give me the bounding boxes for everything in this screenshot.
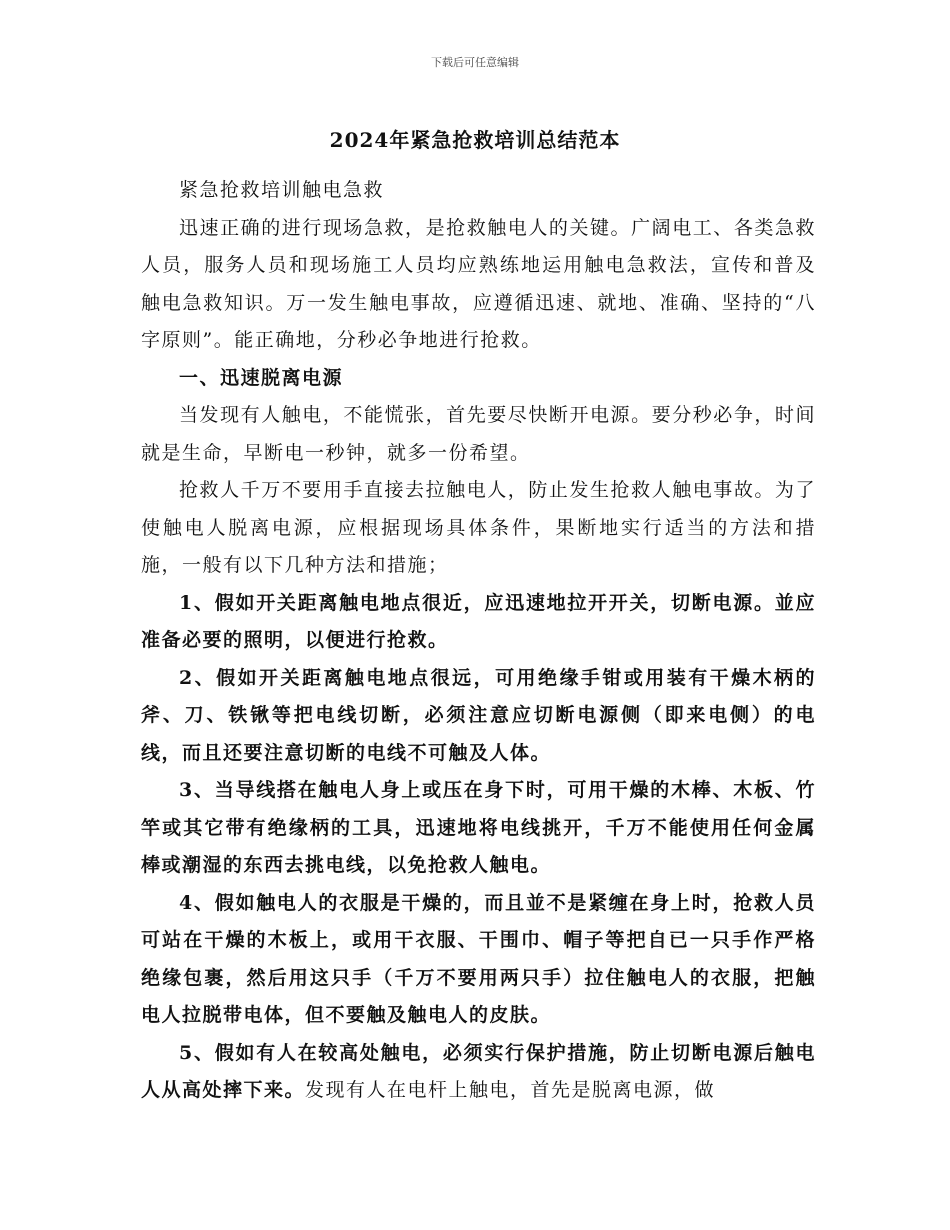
page-header-note: 下载后可任意编辑 (431, 56, 519, 69)
list-item-5-rest: 发现有人在电杆上触电，首先是脱离电源，做 (305, 1079, 716, 1101)
document-title: 2024年紧急抢救培训总结范本 (329, 128, 621, 152)
list-item-4: 4、假如触电人的衣服是干燥的，而且並不是紧缠在身上时，抢救人员可站在干燥的木板上，或用干衣服、干围巾、帽子等把自已一只手作严格绝缘包裹，然后用这只手（千万不要用两只手）拉住触电人的衣服，把触电人拉脱带电体，但不要触及触电人的皮肤。 (141, 891, 816, 1026)
list-item-2: 2、假如开关距离触电地点很远，可用绝缘手钳或用装有干燥木柄的斧、刀、铁锹等把电线切断，必须注意应切断电源侧（即来电侧）的电线，而且还要注意切断的电线不可触及人体。 (141, 666, 816, 764)
list-item-3: 3、当导线搭在触电人身上或压在身下时，可用干燥的木棒、木板、竹竿或其它带有绝缘柄的工具，迅速地将电线挑开，千万不能使用任何金属棒或潮湿的东西去挑电线，以免抢救人触电。 (141, 779, 816, 876)
list-item-5 (141, 1035, 816, 1110)
paragraph-1: 当发现有人触电，不能慌张，首先要尽快断开电源。要分秒必争，时间就是生命，早断电一秒钟，就多一份希望。 (141, 404, 816, 464)
list-item-1: 1、假如开关距离触电地点很近，应迅速地拉开开关，切断电源。並应准备必要的照明，以便进行抢救。 (141, 591, 816, 651)
list-item-5-bold: 5、假如有人在较高处触电，必须实行保护措施，防止切断电源后触电人从高处摔下来。 (141, 1041, 816, 1101)
paragraph-2: 抢救人千万不要用手直接去拉触电人，防止发生抢救人触电事故。为了使触电人脱离电源，应根据现场具体条件，果断地实行适当的方法和措施，一般有以下几种方法和措施； (141, 479, 816, 576)
document-subtitle: 紧急抢救培训触电急救 (179, 179, 385, 201)
section-heading: 一、迅速脱离电源 (179, 366, 344, 389)
intro-paragraph: 迅速正确的进行现场急救，是抢救触电人的关键。广阔电工、各类急救人员，服务人员和现场施工人员均应熟练地运用触电急救法，宣传和普及触电急救知识。万一发生触电事故，应遵循迅速、就地、准确、坚持的“八字原则”。能正确地，分秒必争地进行抢救。 (141, 216, 816, 351)
document-body (141, 172, 816, 1110)
